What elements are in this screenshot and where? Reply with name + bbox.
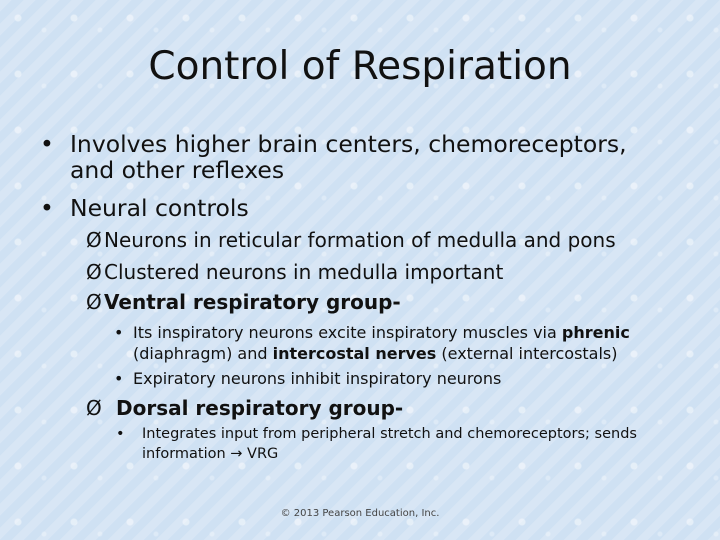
bullet-marker: • [40,194,54,222]
detail-inspiratory-neurons [114,322,630,364]
bullet-marker: • [114,323,124,342]
detail-integrates-input [116,424,637,464]
arrow-marker-icon: Ø [86,290,102,314]
slide-title: Control of Respiration [148,44,572,89]
detail-text-part: (external intercostals) [436,344,618,363]
bullet-line-1: Involves higher brain centers, chemoreceptors, [70,130,627,158]
bullet-neural-controls [40,195,249,221]
subbullet-ventral-respiratory-group [86,287,401,317]
copyright-footer: © 2013 Pearson Education, Inc. [280,508,440,519]
detail-text-part: information [142,446,231,462]
detail-line-1: Integrates input from peripheral stretch and chemoreceptors; sends [142,426,637,442]
bullet-marker: • [40,130,54,158]
subbullet-text: Clustered neurons in medulla important [104,260,504,284]
subbullet-dorsal-respiratory-group [86,393,403,423]
subbullet-text: Ventral respiratory group- [104,290,401,314]
phrenic-term: phrenic [561,323,630,342]
bullet-higher-brain-centers [40,131,627,183]
arrow-marker-icon: Ø [86,260,102,284]
detail-text-part: Its inspiratory neurons excite inspiratory muscles via [133,323,562,342]
detail-text [142,424,637,464]
detail-text-part: (diaphragm) and [133,344,273,363]
detail-expiratory-neurons [114,368,501,389]
subbullet-text: Dorsal respiratory group- [116,396,404,420]
subbullet-reticular-formation [86,225,616,255]
bullet-text [70,131,627,183]
bullet-line-2: and other reflexes [70,156,285,184]
detail-text [133,322,630,364]
subbullet-text: Neurons in reticular formation of medulla and pons [104,228,616,252]
intercostal-nerves-term: intercostal nerves [272,344,437,363]
subbullet-clustered-neurons [86,257,503,287]
bullet-text: Neural controls [70,194,249,222]
right-arrow-icon: → [230,446,243,462]
bullet-marker: • [114,369,124,388]
bullet-marker: • [116,426,125,442]
detail-text-part: VRG [242,446,279,462]
detail-text: Expiratory neurons inhibit inspiratory neurons [133,369,502,388]
arrow-marker-icon: Ø [86,396,102,420]
arrow-marker-icon: Ø [86,228,102,252]
